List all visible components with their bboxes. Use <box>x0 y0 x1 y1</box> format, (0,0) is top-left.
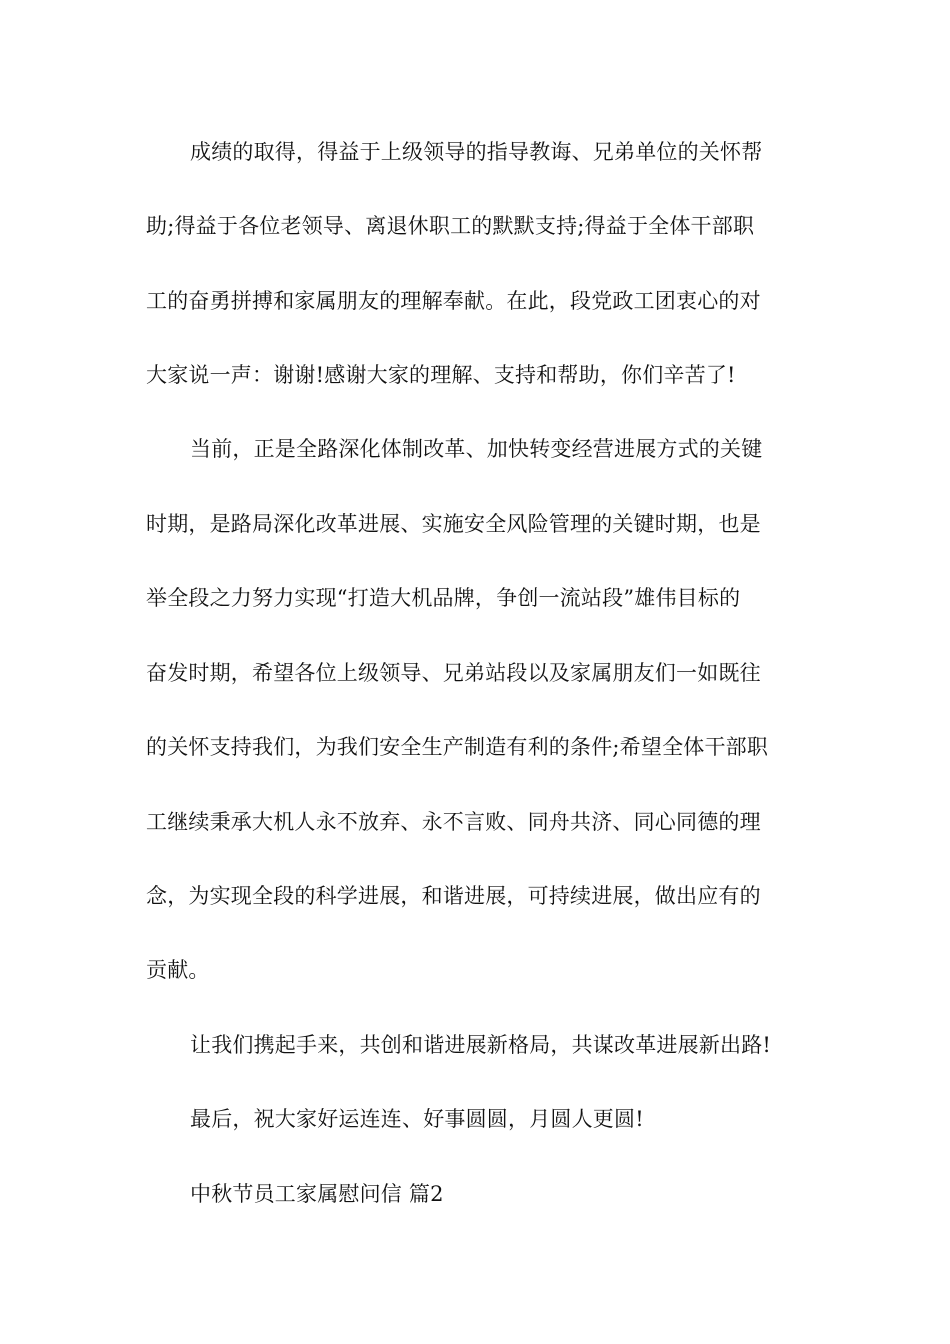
paragraph-2-line-4: 奋发时期，希望各位上级领导、兄弟站段以及家属朋友们一如既往 <box>146 661 761 685</box>
paragraph-3: 让我们携起手来，共创和谐进展新格局，共谋改革进展新出路! <box>190 1033 772 1057</box>
paragraph-1-line-1: 成绩的取得，得益于上级领导的指导教诲、兄弟单位的关怀帮 <box>190 140 763 164</box>
paragraph-1-line-4: 大家说一声：谢谢!感谢大家的理解、支持和帮助，你们辛苦了! <box>146 363 736 387</box>
paragraph-2-line-6: 工继续秉承大机人永不放弃、永不言败、同舟共济、同心同德的理 <box>146 810 761 834</box>
paragraph-2-line-2: 时期，是路局深化改革进展、实施安全风险管理的关键时期，也是 <box>146 512 761 536</box>
paragraph-1-line-3: 工的奋勇拼搏和家属朋友的理解奉献。在此，段党政工团衷心的对 <box>146 289 761 313</box>
paragraph-2-line-3: 举全段之力努力实现“打造大机品牌，争创一流站段”雄伟目标的 <box>146 586 741 610</box>
paragraph-4: 最后，祝大家好运连连、好事圆圆，月圆人更圆! <box>190 1107 644 1131</box>
paragraph-2-line-7: 念，为实现全段的科学进展，和谐进展，可持续进展，做出应有的 <box>146 884 761 908</box>
paragraph-2-line-8: 贡献。 <box>146 958 210 982</box>
paragraph-2-line-5: 的关怀支持我们，为我们安全生产制造有利的条件;希望全体干部职 <box>146 735 769 759</box>
paragraph-1-line-2: 助;得益于各位老领导、离退休职工的默默支持;得益于全体干部职 <box>146 214 755 238</box>
section-heading: 中秋节员工家属慰问信 篇2 <box>190 1182 444 1206</box>
paragraph-2-line-1: 当前，正是全路深化体制改革、加快转变经营进展方式的关键 <box>190 437 763 461</box>
